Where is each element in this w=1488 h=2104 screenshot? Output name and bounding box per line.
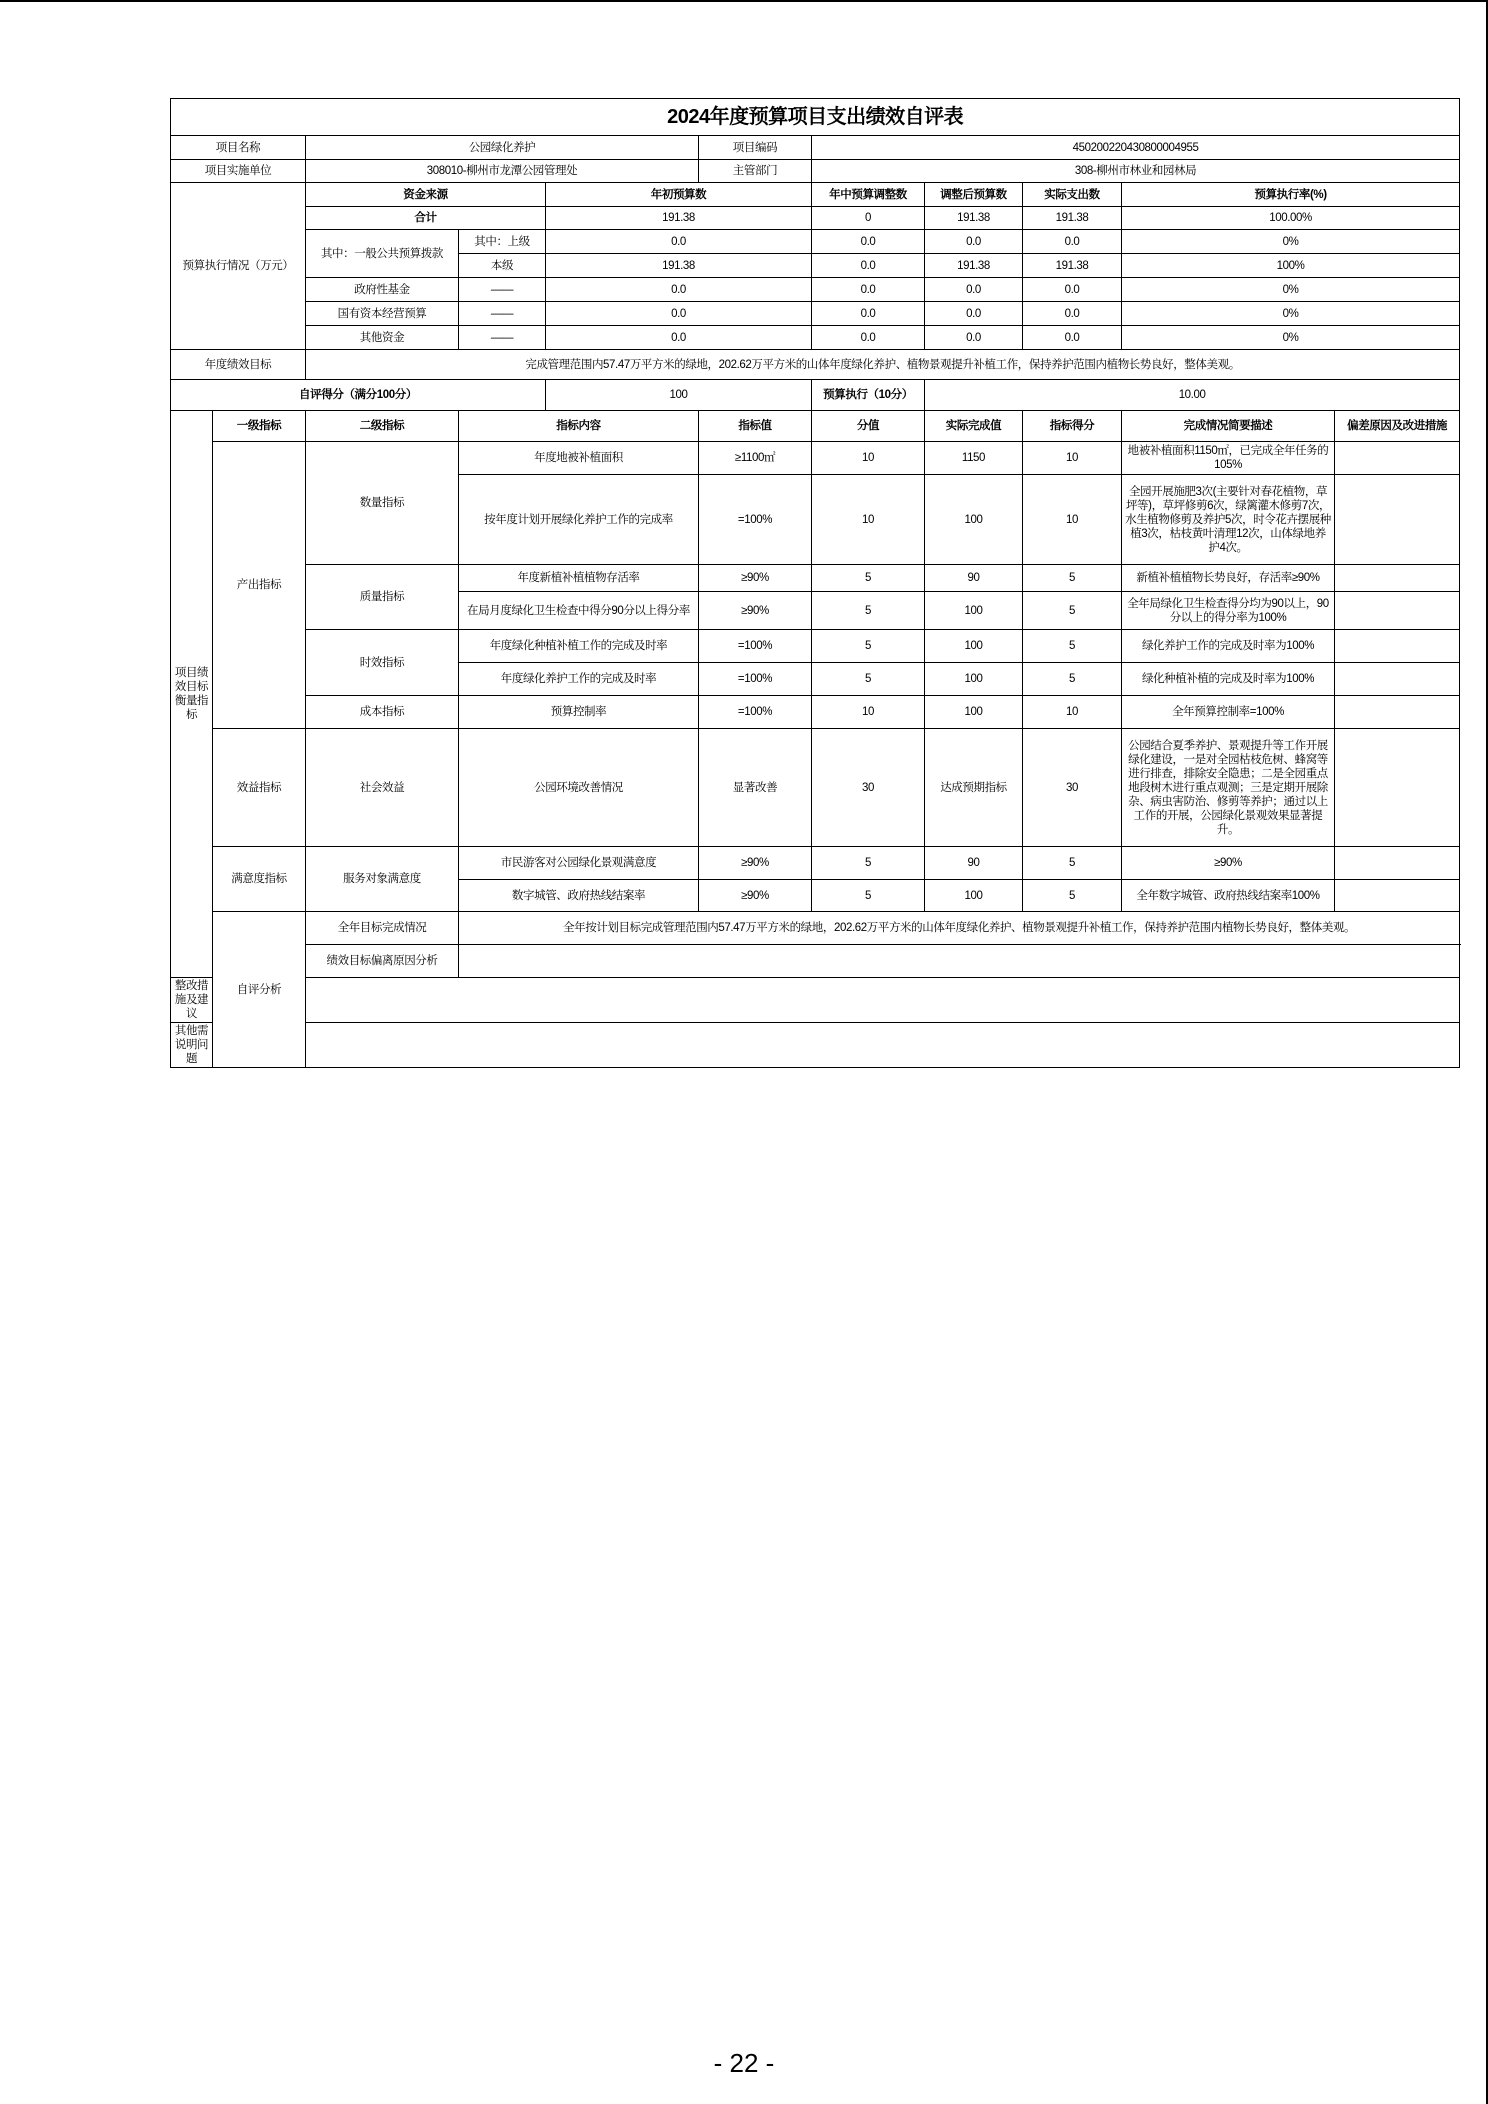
budget-cell: 0.0 bbox=[1023, 278, 1122, 302]
ind-score: 5 bbox=[1023, 630, 1122, 663]
budget-cell: 0% bbox=[1122, 326, 1460, 350]
ind-actual: 100 bbox=[925, 880, 1023, 912]
budget-row-label: 政府性基金 bbox=[306, 278, 459, 302]
ind-actual: 100 bbox=[925, 696, 1023, 729]
table-row bbox=[171, 729, 1460, 847]
ind-reason bbox=[1335, 475, 1460, 565]
budget-cell: 0.0 bbox=[812, 326, 925, 350]
annual-goal-label: 年度绩效目标 bbox=[171, 350, 306, 380]
budget-header-rate: 预算执行率(%) bbox=[1122, 183, 1460, 207]
ind-reason bbox=[1335, 880, 1460, 912]
level2-quantity: 数量指标 bbox=[306, 442, 459, 565]
ind-reason bbox=[1335, 565, 1460, 592]
ind-header-level1: 一级指标 bbox=[213, 411, 306, 442]
level2-service: 服务对象满意度 bbox=[306, 847, 459, 912]
ind-header-reason: 偏差原因及改进措施 bbox=[1335, 411, 1460, 442]
project-unit-label: 项目实施单位 bbox=[171, 160, 306, 183]
project-code: 450200220430800004955 bbox=[812, 136, 1460, 160]
budget-row-label: 国有资本经营预算 bbox=[306, 302, 459, 326]
budget-cell: 191.38 bbox=[546, 254, 812, 278]
ind-score: 5 bbox=[1023, 880, 1122, 912]
ind-target: ≥90% bbox=[699, 565, 812, 592]
ind-weight: 5 bbox=[812, 630, 925, 663]
table-row bbox=[171, 630, 1460, 663]
budget-cell: 0% bbox=[1122, 278, 1460, 302]
project-code-label: 项目编码 bbox=[699, 136, 812, 160]
ind-weight: 5 bbox=[812, 663, 925, 696]
budget-cell: 0.0 bbox=[925, 302, 1023, 326]
level2-cost: 成本指标 bbox=[306, 696, 459, 729]
ind-desc: 全园开展施肥3次(主要针对春花植物，草坪等)，草坪修剪6次，绿篱灌木修剪7次，水生植物修剪及养护5次，时令花卉摆展种植3次，枯枝黄叶清理12次，山体绿地养护4次。 bbox=[1122, 475, 1335, 565]
ind-weight: 30 bbox=[812, 729, 925, 847]
budget-row-label: 其中：上级 bbox=[459, 230, 546, 254]
ind-weight: 5 bbox=[812, 565, 925, 592]
ind-header-score: 指标得分 bbox=[1023, 411, 1122, 442]
ind-desc: 地被补植面积1150㎡，已完成全年任务的105% bbox=[1122, 442, 1335, 475]
level1-benefit: 效益指标 bbox=[213, 729, 306, 847]
budget-cell: 191.38 bbox=[1023, 254, 1122, 278]
ind-actual: 90 bbox=[925, 847, 1023, 880]
ind-actual: 100 bbox=[925, 663, 1023, 696]
performance-evaluation-table bbox=[170, 98, 1460, 1068]
ind-reason bbox=[1335, 663, 1460, 696]
budget-cell: 0% bbox=[1122, 230, 1460, 254]
budget-row-sub: —— bbox=[459, 326, 546, 350]
ind-content: 数字城管、政府热线结案率 bbox=[459, 880, 699, 912]
budget-cell: 0.0 bbox=[925, 326, 1023, 350]
budget-header-initial: 年初预算数 bbox=[546, 183, 812, 207]
budget-exec-score-value: 10.00 bbox=[925, 380, 1460, 411]
ind-weight: 5 bbox=[812, 880, 925, 912]
budget-cell: 0.0 bbox=[546, 326, 812, 350]
analysis-text bbox=[459, 945, 1460, 978]
ind-target: =100% bbox=[699, 696, 812, 729]
level2-timeliness: 时效指标 bbox=[306, 630, 459, 696]
budget-row-other bbox=[171, 326, 1460, 350]
ind-desc: ≥90% bbox=[1122, 847, 1335, 880]
ind-weight: 10 bbox=[812, 442, 925, 475]
analysis-text: 全年按计划目标完成管理范围内57.47万平方米的绿地，202.62万平方米的山体年度绿化养护、植物景观提升补植工作，保持养护范围内植物长势良好，整体美观。 bbox=[459, 912, 1460, 945]
ind-header-level2: 二级指标 bbox=[306, 411, 459, 442]
analysis-label: 整改措施及建议 bbox=[171, 978, 213, 1023]
ind-content: 年度新植补植植物存活率 bbox=[459, 565, 699, 592]
ind-header-content: 指标内容 bbox=[459, 411, 699, 442]
budget-cell: 191.38 bbox=[1023, 207, 1122, 230]
level1-output: 产出指标 bbox=[213, 442, 306, 729]
ind-reason bbox=[1335, 729, 1460, 847]
level2-social: 社会效益 bbox=[306, 729, 459, 847]
ind-content: 年度地被补植面积 bbox=[459, 442, 699, 475]
ind-desc: 新植补植植物长势良好，存活率≥90% bbox=[1122, 565, 1335, 592]
project-name-label: 项目名称 bbox=[171, 136, 306, 160]
ind-weight: 5 bbox=[812, 592, 925, 630]
ind-score: 5 bbox=[1023, 847, 1122, 880]
table-row bbox=[171, 696, 1460, 729]
budget-row-total bbox=[171, 207, 1460, 230]
top-border-line bbox=[0, 0, 1488, 2]
ind-score: 5 bbox=[1023, 663, 1122, 696]
budget-section-label: 预算执行情况（万元） bbox=[171, 183, 306, 350]
budget-row-sub: —— bbox=[459, 302, 546, 326]
budget-cell: 0.0 bbox=[546, 230, 812, 254]
ind-desc: 绿化养护工作的完成及时率为100% bbox=[1122, 630, 1335, 663]
ind-content: 年度绿化种植补植工作的完成及时率 bbox=[459, 630, 699, 663]
ind-reason bbox=[1335, 442, 1460, 475]
analysis-text bbox=[306, 978, 1460, 1023]
ind-score: 30 bbox=[1023, 729, 1122, 847]
budget-cell: 0.0 bbox=[812, 254, 925, 278]
ind-desc: 全年局绿化卫生检查得分均为90以上，90分以上的得分率为100% bbox=[1122, 592, 1335, 630]
ind-target: =100% bbox=[699, 630, 812, 663]
analysis-text bbox=[306, 1023, 1460, 1068]
analysis-label: 全年目标完成情况 bbox=[306, 912, 459, 945]
ind-desc: 公园结合夏季养护、景观提升等工作开展绿化建设，一是对全园枯枝危树、蜂窝等进行排查，排除安全隐患；二是全园重点地段树木进行重点观测；三是定期开展除杂、病虫害防治、修剪等养护；通过以上工作的开展，公园绿化景观效果显著提升。 bbox=[1122, 729, 1335, 847]
budget-cell: 0.0 bbox=[812, 230, 925, 254]
table-row bbox=[171, 978, 1460, 1023]
ind-actual: 1150 bbox=[925, 442, 1023, 475]
ind-content: 按年度计划开展绿化养护工作的完成率 bbox=[459, 475, 699, 565]
ind-target: ≥90% bbox=[699, 592, 812, 630]
ind-header-target: 指标值 bbox=[699, 411, 812, 442]
ind-score: 5 bbox=[1023, 592, 1122, 630]
budget-row-upper bbox=[171, 230, 1460, 254]
project-unit: 308010-柳州市龙潭公园管理处 bbox=[306, 160, 699, 183]
ind-content: 年度绿化养护工作的完成及时率 bbox=[459, 663, 699, 696]
budget-cell: 191.38 bbox=[546, 207, 812, 230]
ind-header-weight: 分值 bbox=[812, 411, 925, 442]
budget-cell: 0.0 bbox=[812, 302, 925, 326]
budget-row-label: 合计 bbox=[306, 207, 546, 230]
table-row bbox=[171, 847, 1460, 880]
budget-cell: 0 bbox=[812, 207, 925, 230]
budget-general-label: 其中：一般公共预算拨款 bbox=[306, 230, 459, 278]
ind-actual: 100 bbox=[925, 475, 1023, 565]
project-name: 公园绿化养护 bbox=[306, 136, 699, 160]
ind-content: 市民游客对公园绿化景观满意度 bbox=[459, 847, 699, 880]
ind-actual: 100 bbox=[925, 630, 1023, 663]
budget-header-adjusted: 调整后预算数 bbox=[925, 183, 1023, 207]
budget-cell: 0.0 bbox=[812, 278, 925, 302]
budget-row-gov-fund bbox=[171, 278, 1460, 302]
table-row bbox=[171, 442, 1460, 475]
budget-cell: 100.00% bbox=[1122, 207, 1460, 230]
analysis-label: 绩效目标偏离原因分析 bbox=[306, 945, 459, 978]
budget-cell: 0.0 bbox=[925, 278, 1023, 302]
self-score-value: 100 bbox=[546, 380, 812, 411]
budget-row-label: 本级 bbox=[459, 254, 546, 278]
budget-row-sub: —— bbox=[459, 278, 546, 302]
table-row bbox=[171, 912, 1460, 945]
self-score-label: 自评得分（满分100分） bbox=[171, 380, 546, 411]
ind-score: 10 bbox=[1023, 475, 1122, 565]
budget-cell: 0.0 bbox=[546, 278, 812, 302]
ind-weight: 10 bbox=[812, 475, 925, 565]
budget-cell: 191.38 bbox=[925, 207, 1023, 230]
ind-reason bbox=[1335, 592, 1460, 630]
analysis-section-label: 自评分析 bbox=[213, 912, 306, 1068]
ind-target: ≥90% bbox=[699, 880, 812, 912]
ind-weight: 5 bbox=[812, 847, 925, 880]
table-title: 2024年度预算项目支出绩效自评表 bbox=[171, 99, 1460, 136]
ind-content: 预算控制率 bbox=[459, 696, 699, 729]
supervising-dept-label: 主管部门 bbox=[699, 160, 812, 183]
ind-target: 显著改善 bbox=[699, 729, 812, 847]
ind-reason bbox=[1335, 630, 1460, 663]
budget-exec-score-label: 预算执行（10分） bbox=[812, 380, 925, 411]
ind-desc: 全年数字城管、政府热线结案率100% bbox=[1122, 880, 1335, 912]
annual-goal-text: 完成管理范围内57.47万平方米的绿地，202.62万平方米的山体年度绿化养护、植物景观提升补植工作，保持养护范围内植物长势良好，整体美观。 bbox=[306, 350, 1460, 380]
page-number: - 22 - bbox=[713, 2048, 775, 2078]
ind-content: 公园环境改善情况 bbox=[459, 729, 699, 847]
budget-header-adjust: 年中预算调整数 bbox=[812, 183, 925, 207]
ind-actual: 100 bbox=[925, 592, 1023, 630]
budget-cell: 0.0 bbox=[1023, 230, 1122, 254]
ind-header-actual: 实际完成值 bbox=[925, 411, 1023, 442]
budget-cell: 100% bbox=[1122, 254, 1460, 278]
budget-cell: 0.0 bbox=[1023, 326, 1122, 350]
indicators-section-label: 项目绩效目标衡量指标 bbox=[171, 411, 213, 978]
ind-score: 5 bbox=[1023, 565, 1122, 592]
budget-header-source: 资金来源 bbox=[306, 183, 546, 207]
ind-content: 在局月度绿化卫生检查中得分90分以上得分率 bbox=[459, 592, 699, 630]
budget-cell: 0.0 bbox=[546, 302, 812, 326]
level1-satisfaction: 满意度指标 bbox=[213, 847, 306, 912]
budget-cell: 0.0 bbox=[925, 230, 1023, 254]
budget-header-actual: 实际支出数 bbox=[1023, 183, 1122, 207]
ind-reason bbox=[1335, 847, 1460, 880]
budget-cell: 0.0 bbox=[1023, 302, 1122, 326]
ind-score: 10 bbox=[1023, 442, 1122, 475]
ind-target: =100% bbox=[699, 475, 812, 565]
ind-reason bbox=[1335, 696, 1460, 729]
table-row bbox=[171, 565, 1460, 592]
ind-target: ≥90% bbox=[699, 847, 812, 880]
level2-quality: 质量指标 bbox=[306, 565, 459, 630]
ind-score: 10 bbox=[1023, 696, 1122, 729]
ind-desc: 全年预算控制率=100% bbox=[1122, 696, 1335, 729]
ind-header-desc: 完成情况简要描述 bbox=[1122, 411, 1335, 442]
analysis-label: 其他需说明问题 bbox=[171, 1023, 213, 1068]
budget-cell: 0% bbox=[1122, 302, 1460, 326]
ind-target: =100% bbox=[699, 663, 812, 696]
budget-row-label: 其他资金 bbox=[306, 326, 459, 350]
ind-target: ≥1100㎡ bbox=[699, 442, 812, 475]
ind-weight: 10 bbox=[812, 696, 925, 729]
supervising-dept: 308-柳州市林业和园林局 bbox=[812, 160, 1460, 183]
table-row bbox=[171, 1023, 1460, 1068]
table-row bbox=[171, 945, 1460, 978]
budget-cell: 191.38 bbox=[925, 254, 1023, 278]
ind-desc: 绿化种植补植的完成及时率为100% bbox=[1122, 663, 1335, 696]
ind-actual: 90 bbox=[925, 565, 1023, 592]
ind-actual: 达成预期指标 bbox=[925, 729, 1023, 847]
budget-row-state-capital bbox=[171, 302, 1460, 326]
